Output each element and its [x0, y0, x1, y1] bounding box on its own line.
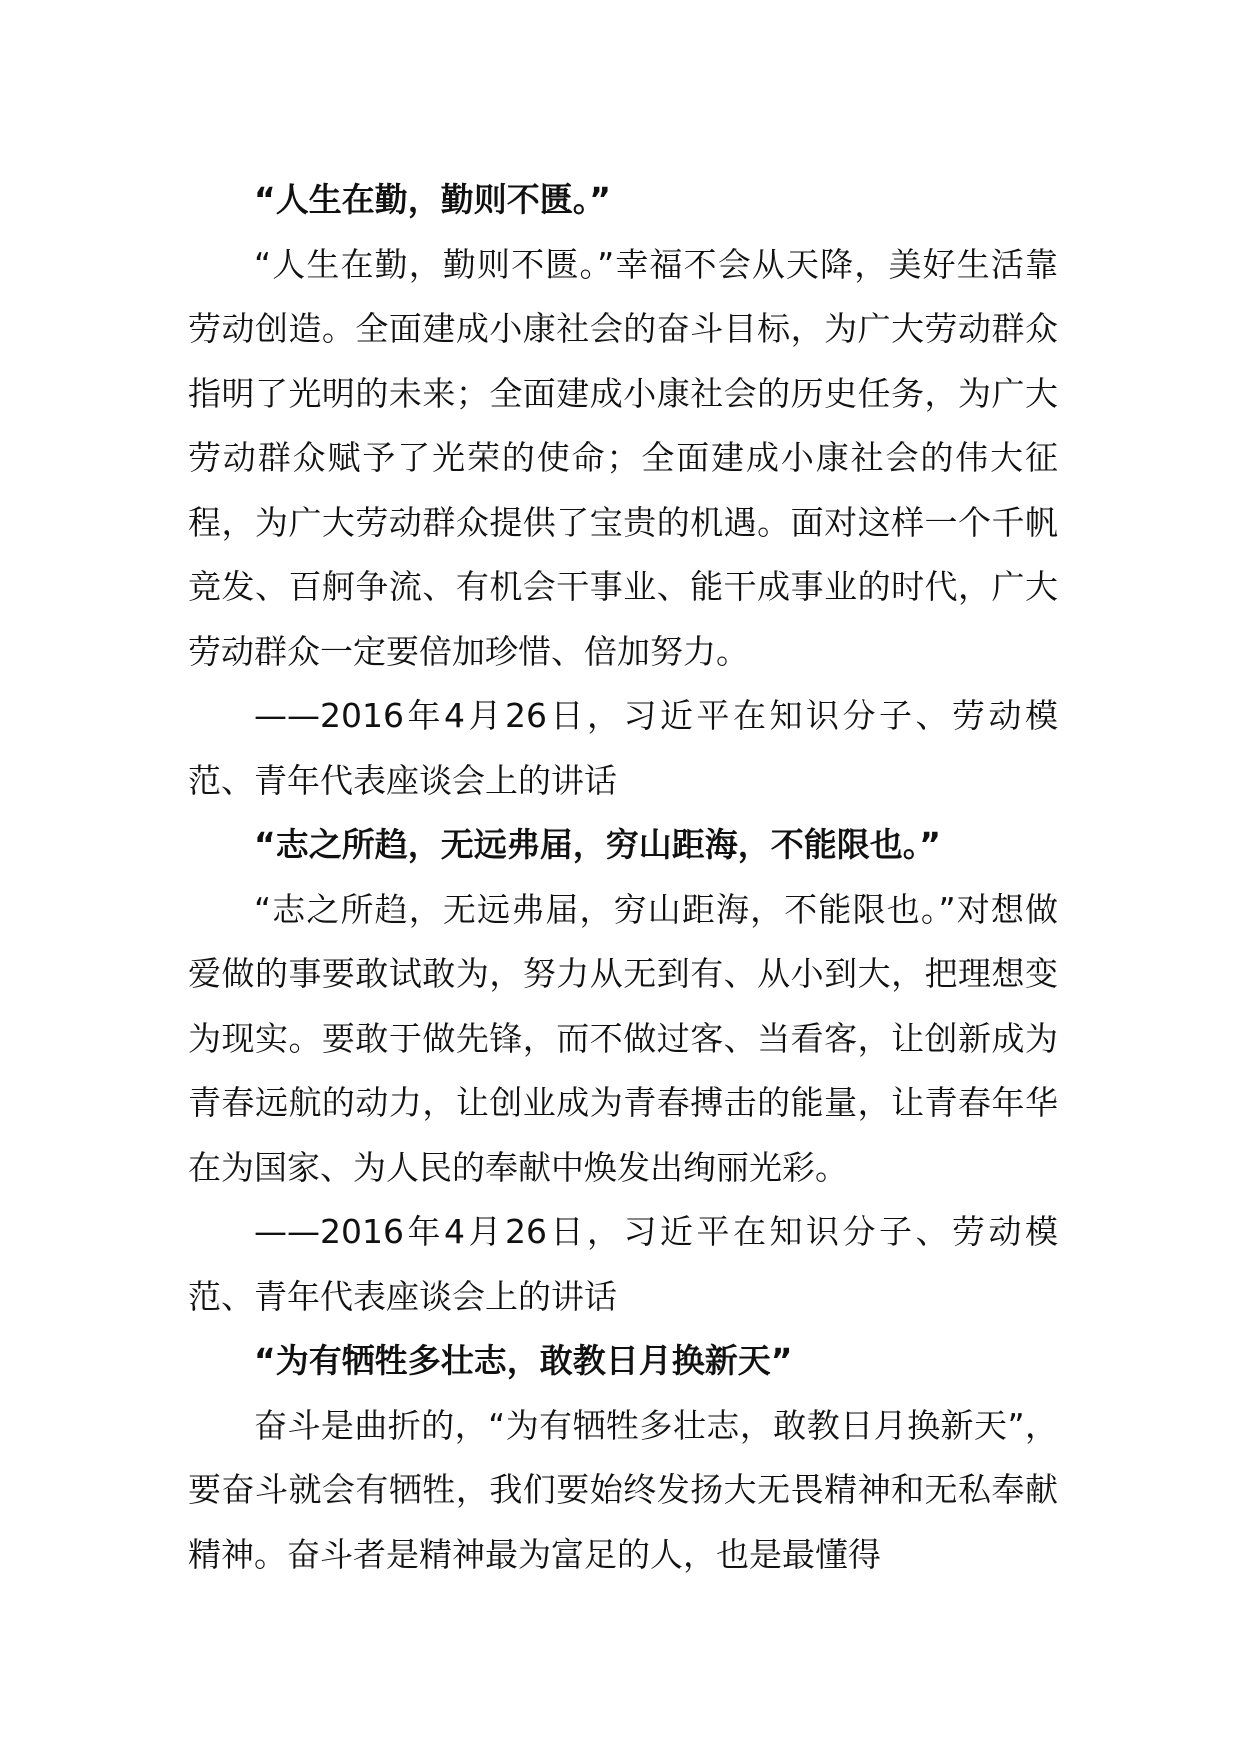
source-line-1: ——2016年4月26日，习近平在知识分子、劳动模范、青年代表座谈会上的讲话 [188, 696, 1058, 800]
quote-heading-1: “人生在勤，勤则不匮。” [254, 180, 611, 219]
body-paragraph-3: 奋斗是曲折的，“为有牺牲多壮志，敢教日月换新天”，要奋斗就会有牺牲，我们要始终发扬大无畏精神和无私奉献精神。奋斗者是精神最为富足的人，也是最懂得 [188, 1405, 1058, 1574]
quote-heading-3: “为有牺牲多壮志，敢教日月换新天” [254, 1341, 793, 1380]
quote-heading-2: “志之所趋，无远弗届，穷山距海，不能限也。” [254, 825, 941, 864]
body-paragraph-1: “人生在勤，勤则不匮。”幸福不会从天降，美好生活靠劳动创造。全面建成小康社会的奋斗目标，为广大劳动群众指明了光明的未来；全面建成小康社会的历史任务，为广大劳动群众赋予了光荣的使命；全面建成小康社会的伟大征程，为广大劳动群众提供了宝贵的机遇。面对这样一个千帆竞发、百舸争流、有机会干事业、能干成事业的时代，广大劳动群众一定要倍加珍惜、倍加努力。 [188, 244, 1058, 671]
document-body [188, 168, 1058, 1587]
source-line-2: ——2016年4月26日，习近平在知识分子、劳动模范、青年代表座谈会上的讲话 [188, 1212, 1058, 1316]
body-paragraph-2: “志之所趋，无远弗届，穷山距海，不能限也。”对想做爱做的事要敢试敢为，努力从无到有、从小到大，把理想变为现实。要敢于做先锋，而不做过客、当看客，让创新成为青春远航的动力，让创业成为青春搏击的能量，让青春年华在为国家、为人民的奉献中焕发出绚丽光彩。 [188, 889, 1058, 1187]
